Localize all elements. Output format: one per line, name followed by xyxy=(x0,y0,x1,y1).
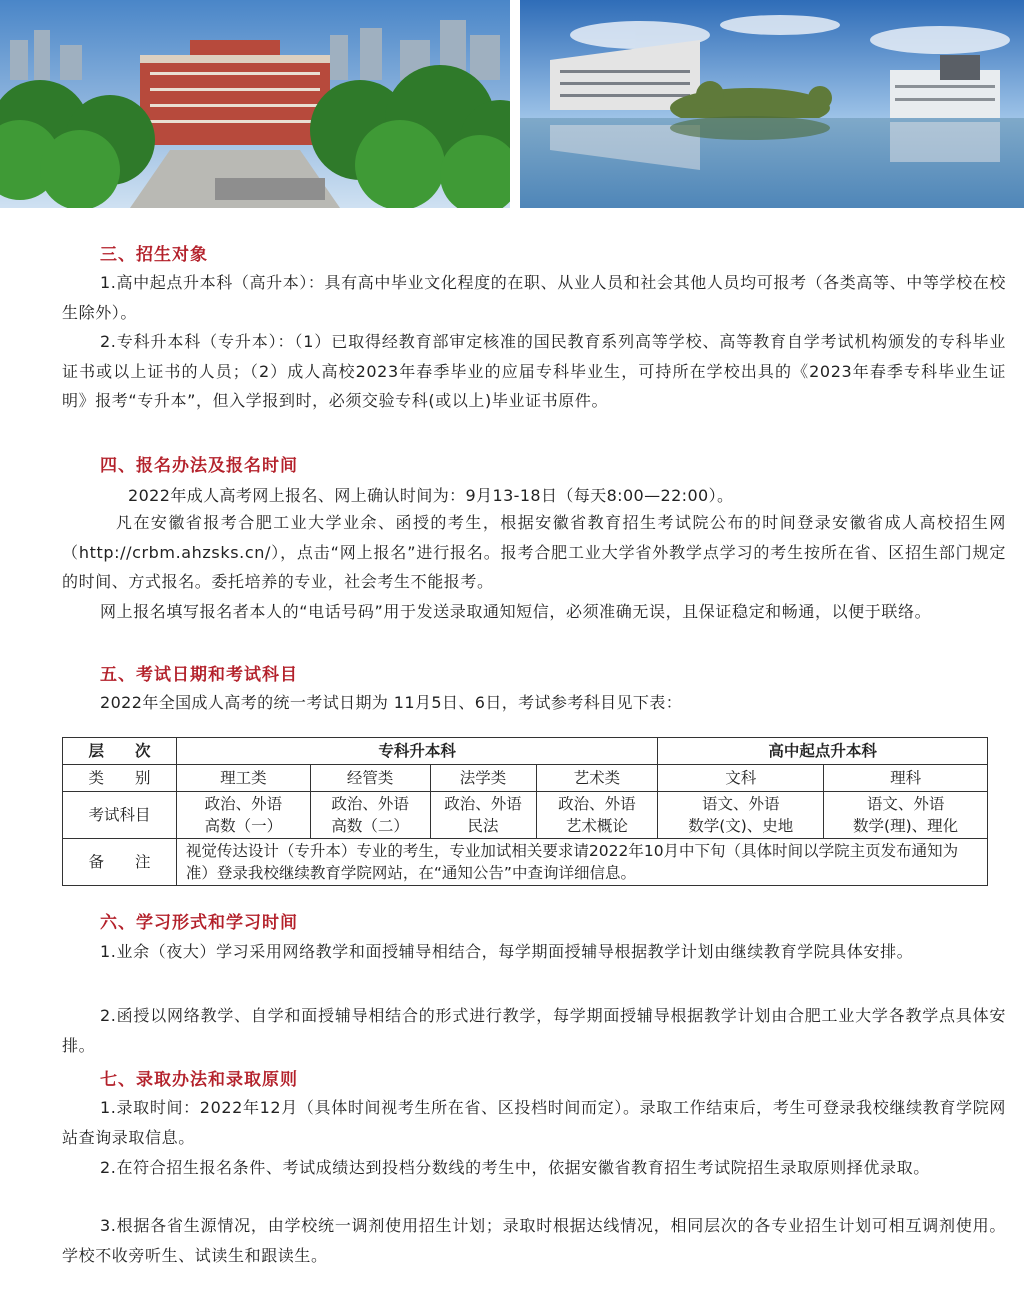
table-cell-note: 视觉传达设计（专升本）专业的考生，专业加试相关要求请2022年10月中下旬（具体时间以学院主页发布通知为准）登录我校继续教育学院网站，在“通知公告”中查询详细信息。 xyxy=(176,839,987,886)
cell-line: 数学(文)、史地 xyxy=(688,817,794,835)
cell-line: 政治、外语 xyxy=(558,795,636,813)
cell-line: 数学(理)、理化 xyxy=(853,817,959,835)
table-cell xyxy=(176,792,310,839)
table-cell: 法学类 xyxy=(430,765,536,792)
cell-line: 政治、外语 xyxy=(444,795,522,813)
section-heading-admission-principles: 七、录取办法和录取原则 xyxy=(100,1070,298,1090)
section-heading-admission-targets: 三、招生对象 xyxy=(100,245,208,265)
table-cell: 文科 xyxy=(658,765,824,792)
section-heading-study-form: 六、学习形式和学习时间 xyxy=(100,913,298,933)
table-cell xyxy=(824,792,988,839)
table-cell: 理工类 xyxy=(176,765,310,792)
table-cell: 艺术类 xyxy=(536,765,658,792)
table-row xyxy=(63,765,988,792)
cell-line: 高数（二） xyxy=(331,817,409,835)
table-cell: 备 注 xyxy=(63,839,177,886)
paragraph: 1.录取时间：2022年12月（具体时间视考生所在省、区投档时间而定）。录取工作结束后，考生可登录我校继续教育学院网站查询录取信息。 xyxy=(62,1098,1006,1147)
campus-lake-buildings-photo xyxy=(520,0,1024,208)
table-cell: 经管类 xyxy=(310,765,430,792)
table-cell: 专科升本科 xyxy=(176,738,657,765)
cell-line: 民法 xyxy=(467,817,499,835)
table-cell xyxy=(658,792,824,839)
cell-line: 政治、外语 xyxy=(331,795,409,813)
paragraph: 1.高中起点升本科（高升本）：具有高中毕业文化程度的在职、从业人员和社会其他人员均可报考（各类高等、中等学校在校生除外）。 xyxy=(62,273,1006,322)
paragraph: 凡在安徽省报考合肥工业大学业余、函授的考生，根据安徽省教育招生考试院公布的时间登录安徽省成人高校招生网（http://crbm.ahzsks.cn/），点击“网上报名”进行报名。报考合肥工业大学省外教学点学习的考生按所在省、区招生部门规定的时间、方式报名。委托培养的专业，社会考生不能报考。 xyxy=(62,513,1006,592)
campus-main-building-photo xyxy=(0,0,510,208)
exam-subjects-table xyxy=(62,737,988,886)
table-cell: 理科 xyxy=(824,765,988,792)
section-heading-registration: 四、报名办法及报名时间 xyxy=(100,456,298,476)
table-row xyxy=(63,839,988,886)
cell-line: 政治、外语 xyxy=(204,795,283,813)
table-row xyxy=(63,792,988,839)
table-row xyxy=(63,738,988,765)
paragraph: 2.专科升本科（专升本）：（1）已取得经教育部审定核准的国民教育系列高等学校、高等教育自学考试机构颁发的专科毕业证书或以上证书的人员；（2）成人高校2023年春季毕业的应届专科毕业生，可持所在学校出具的《2023年春季专科毕业生证明》报考“专升本”，但入学报到时，必须交验专科(或以上)毕业证书原件。 xyxy=(62,332,1006,411)
paragraph: 2022年成人高考网上报名、网上确认时间为：9月13-18日（每天8:00—22:00）。 xyxy=(128,486,734,505)
paragraph: 2022年全国成人高考的统一考试日期为 11月5日、6日，考试参考科目见下表： xyxy=(100,693,683,712)
cell-line: 语文、外语 xyxy=(866,795,945,813)
table-cell xyxy=(536,792,658,839)
paragraph: 1.业余（夜大）学习采用网络教学和面授辅导相结合，每学期面授辅导根据教学计划由继续教育学院具体安排。 xyxy=(100,942,914,961)
cell-line: 艺术概论 xyxy=(565,817,628,835)
cell-line: 语文、外语 xyxy=(701,795,780,813)
section-heading-exam-dates: 五、考试日期和考试科目 xyxy=(100,665,298,685)
table-cell: 高中起点升本科 xyxy=(658,738,988,765)
table-cell: 考试科目 xyxy=(63,792,177,839)
paragraph: 3.根据各省生源情况，由学校统一调剂使用招生计划；录取时根据达线情况，相同层次的各专业招生计划可相互调剂使用。学校不收旁听生、试读生和跟读生。 xyxy=(62,1216,1006,1265)
table-cell xyxy=(310,792,430,839)
paragraph: 2.函授以网络教学、自学和面授辅导相结合的形式进行教学，每学期面授辅导根据教学计划由合肥工业大学各教学点具体安排。 xyxy=(62,1006,1006,1055)
table-cell: 类 别 xyxy=(63,765,177,792)
cell-line: 高数（一） xyxy=(204,817,283,835)
table-cell: 层 次 xyxy=(63,738,177,765)
paragraph: 网上报名填写报名者本人的“电话号码”用于发送录取通知短信，必须准确无误，且保证稳定和畅通，以便于联络。 xyxy=(100,602,932,621)
paragraph: 2.在符合招生报名条件、考试成绩达到投档分数线的考生中，依据安徽省教育招生考试院招生录取原则择优录取。 xyxy=(100,1158,930,1177)
table-cell xyxy=(430,792,536,839)
